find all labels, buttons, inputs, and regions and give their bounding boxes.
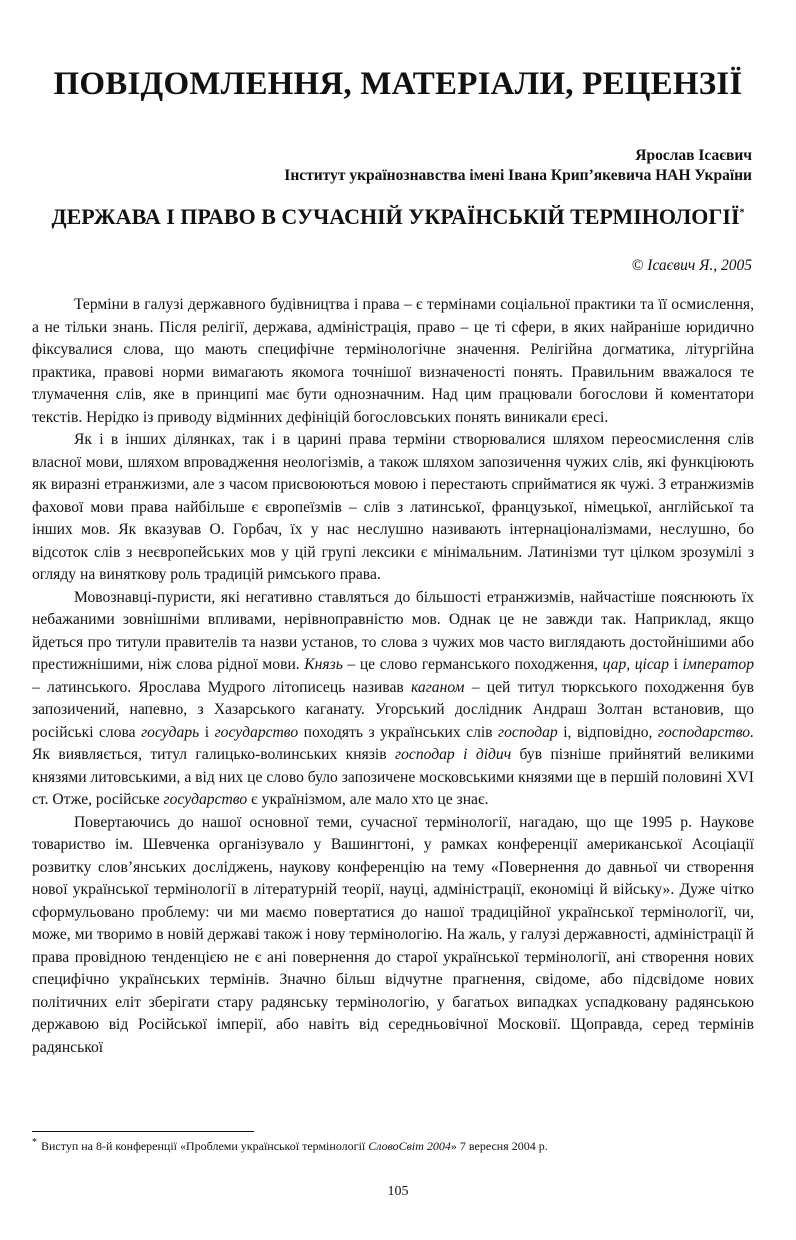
author-affiliation: Інститут українознавства імені Івана Крип’якевича НАН України [284, 167, 752, 184]
paragraph-text: є українізмом, але мало хто це знає. [247, 791, 489, 808]
section-heading: ПОВІДОМЛЕННЯ, МАТЕРІАЛИ, РЕЦЕНЗІЇ [53, 66, 743, 102]
page-number: 105 [387, 1184, 409, 1199]
body-paragraph [32, 812, 754, 1060]
paragraph-text: і, відповідно, [557, 723, 658, 741]
article-title-text: ДЕРЖАВА І ПРАВО В СУЧАСНІЙ УКРАЇНСЬКІЙ ТЕРМІНОЛОГІЇ [51, 204, 740, 229]
italic-term: государство [214, 723, 299, 741]
italic-term: каганом [411, 678, 465, 696]
body-paragraph [32, 429, 754, 587]
italic-term: государь [141, 723, 200, 741]
paragraph-text: Як виявляється, титул галицько-волинських князів [32, 746, 396, 763]
paragraph-text: був пізніше прийнятий великими князями литовськими, а від них це слово було запозичене московськими князями ще в першій половині XVI ст. Отже, російське [32, 746, 754, 808]
body-paragraph [32, 587, 754, 812]
article-body [32, 294, 754, 1059]
footnote-text-start: Виступ на 8-й конференції «Проблеми української термінології [41, 1139, 369, 1153]
body-paragraph [32, 294, 754, 429]
italic-term: господар і дідич [395, 746, 512, 763]
paragraph-text: Терміни в галузі державного будівництва і права – є термінами соціальної практики та її осмислення, а не тільки знань. Після релігії, держава, адміністрація, право – це ті сфери, в яких найраніше юридично фіксувалися слова, що мають специфічне термінологічне значення. Релігійна догматика, літургійна практика, правові норми вимагають якомога точнішої визначеності понять. Правильним вважалося те тлумачення слів, яке в принципі має бути однозначним. Над цим працювали богослови й коментатори текстів. Нерідко із приводу відмінних дефініцій богословських понять виникали єресі. [32, 296, 754, 426]
footnote [32, 1137, 754, 1154]
paragraph-text: і [669, 656, 683, 673]
footnote-text-italic: СловоСвіт 2004 [368, 1139, 451, 1153]
paragraph-text: Повертаючись до нашої основної теми, сучасної термінології, нагадаю, що ще 1995 р. Наукове товариство ім. Шевченка організувало у Вашингтоні, у рамках конференції американської Асоціації розвитку слов’янських досліджень, наукову конференцію на тему «Повернення до давньої чи створення нової української термінології в літературній теорії, науці, адміністрації, економіці й війську». Дуже чітко сформульовано проблему: чи ми маємо повертатися до нашої традиційної української термінології, чи, може, ми творимо в новій державі також і нову термінологію. На жаль, у галузі державності, адміністрації й права провідною тенденцією не є ані повернення до старої української термінології, ані створення нових специфічно українських термінів. Значно більш відчутне прагнення, свідоме, або підсвідоме нових політичних еліт зберігати стару радянську термінологію, у багатьох випадках успадковану радянською державою від Російської імперії, або навіть від середньовічної Московії. Щоправда, серед термінів радянської [32, 813, 754, 1056]
italic-term: господарство. [657, 723, 754, 741]
title-footnote-marker: * [739, 207, 745, 219]
footnote-marker: * [32, 1137, 37, 1148]
paragraph-text: – латинського. Ярослава Мудрого літописець називав [32, 678, 412, 696]
italic-term: господар [498, 723, 558, 741]
italic-term: государство [163, 791, 248, 808]
paragraph-text: походять з українських слів [298, 723, 499, 741]
footnote-divider [32, 1131, 254, 1132]
italic-term: цар, цісар [602, 656, 669, 673]
paragraph-text: – це слово германського походження, [342, 656, 603, 673]
paragraph-text: Мовознавці-пуристи, які негативно ставляться до більшості етранжизмів, найчастіше пояснюють їх небажаними зовнішніми впливами, нерівноправністю мов. Однак це не завжди так. Наприклад, якщо йдеться про титули правителів та назви установ, то слова з чужих мов часто виглядають достойнішими або престижнішими, ніж слова рідної мови. [32, 588, 754, 673]
paragraph-text: – цей титул тюркського походження був запозичений, напевно, з Хазарського каганату. Угорський дослідник Андраш Золтан встановив, що російські слова [32, 678, 754, 741]
footnote-text-end: » 7 вересня 2004 р. [450, 1139, 548, 1153]
paragraph-text: і [199, 723, 215, 741]
article-title [0, 204, 796, 230]
author-name: Ярослав Ісаєвич [635, 147, 752, 164]
italic-term: Князь [304, 656, 343, 673]
italic-term: імператор [682, 656, 754, 673]
paragraph-text: Як і в інших ділянках, так і в царині права терміни створювалися шляхом переосмислення слів власної мови, шляхом впровадження неологізмів, а також шляхом запозичення чужих слів, які функціюють як виразні етранжизми, але з часом присвоюються мовою і перестають сприйматися як чужі. З етранжизмів фахової мови права найбільше є європеїзмів – слів з латинської, французької, німецької, англійської та інших мов. Як вказував О. Горбач, їх у нас неслушно називають інтернаціоналізмами, неслушно, бо відсоток слів з неєвропейських мов у цій групі лексики є мінімальним. Латинізми тут цілком зрозумілі з огляду на виняткову роль традицій римського права. [32, 431, 754, 583]
copyright-notice: © Ісаєвич Я., 2005 [631, 257, 752, 274]
